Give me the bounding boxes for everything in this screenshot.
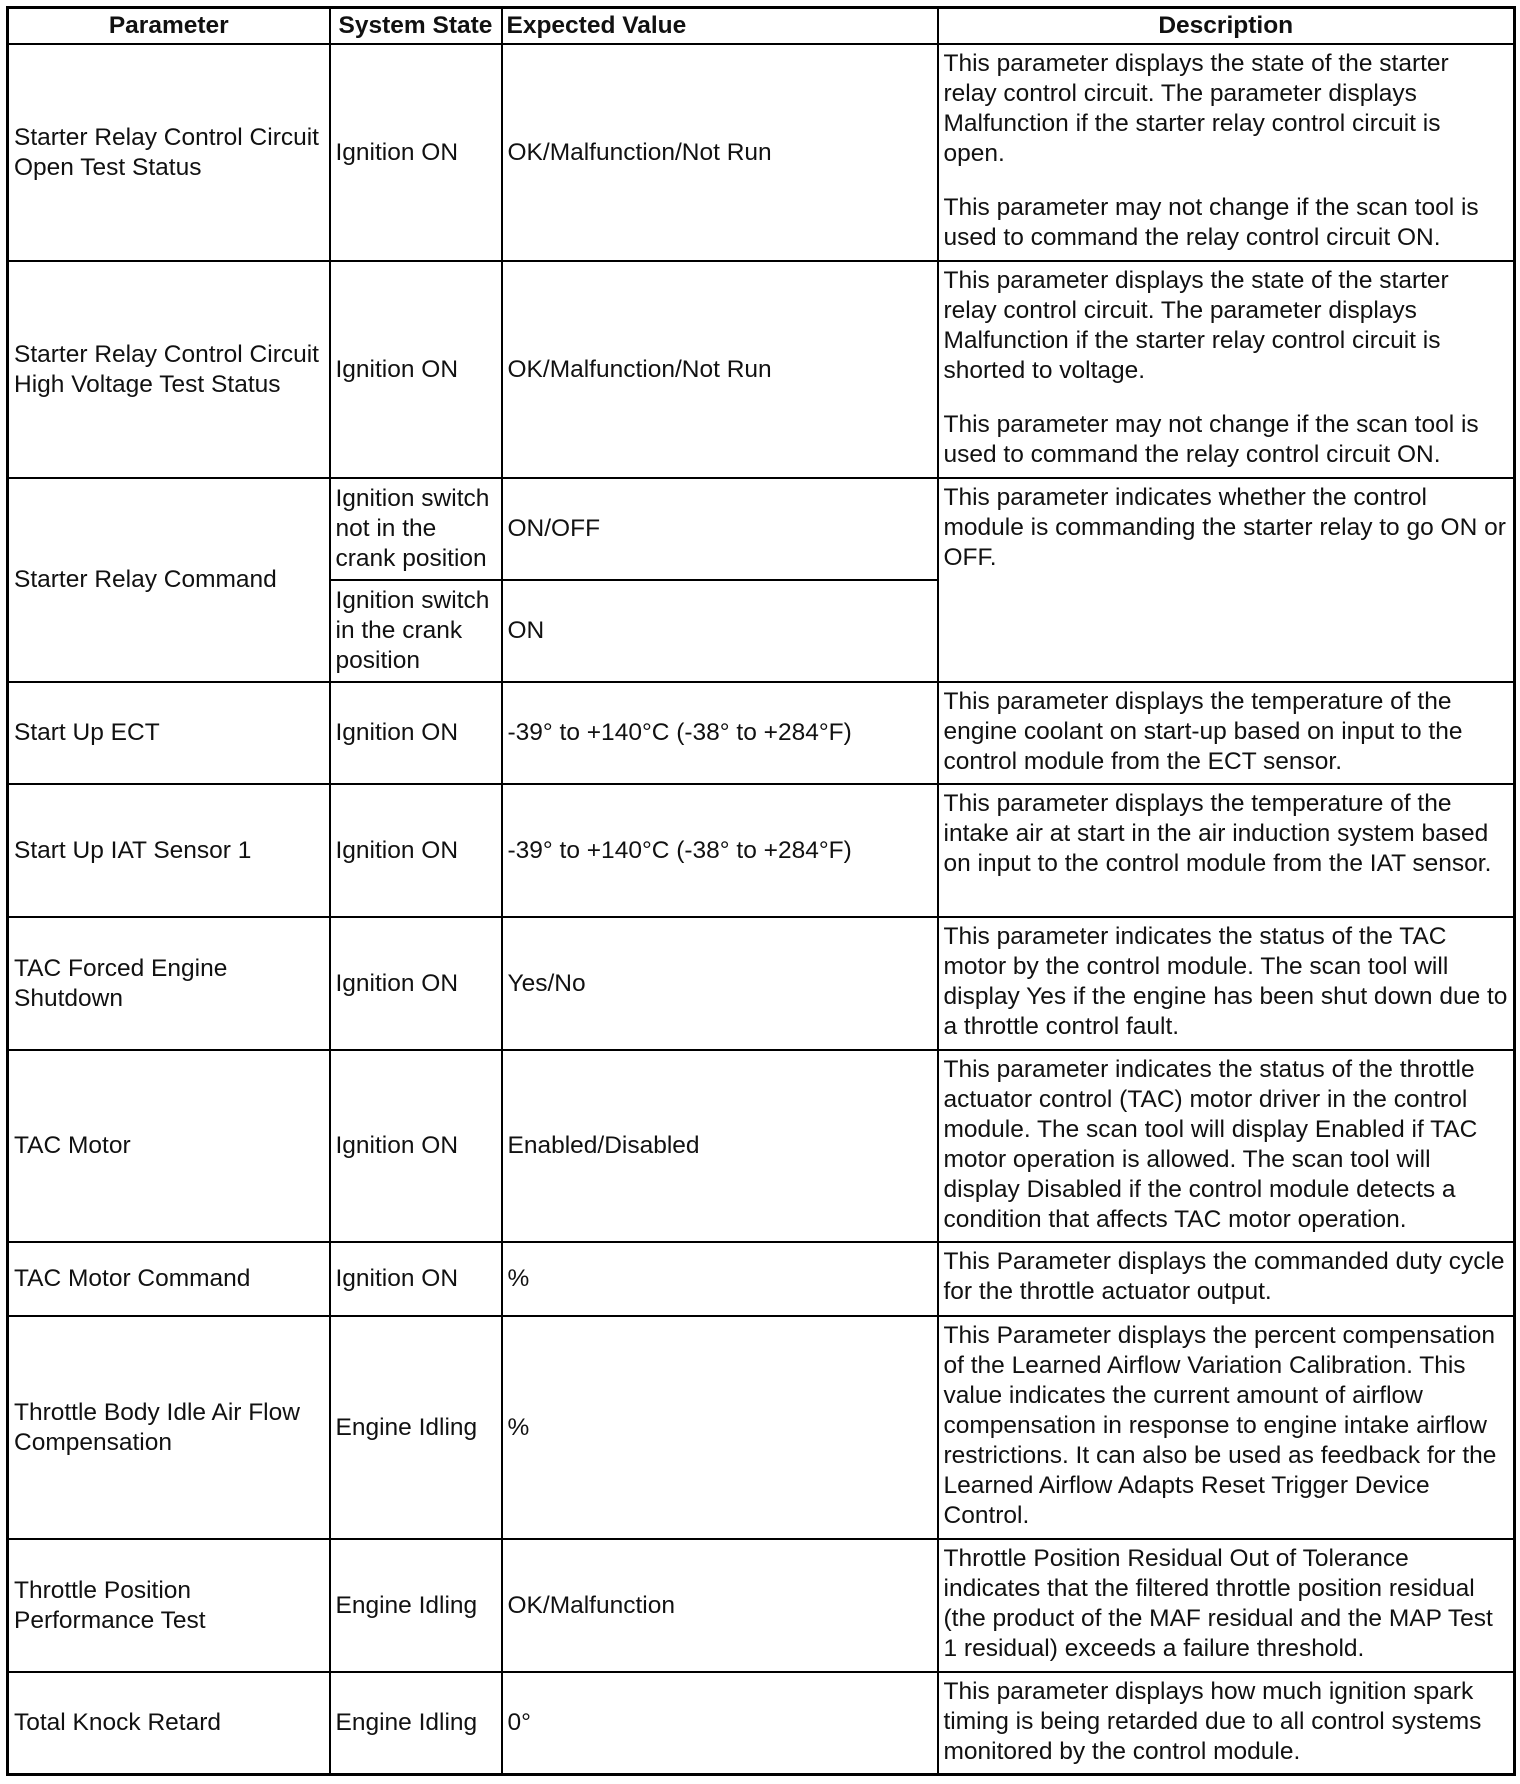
parameter-cell: TAC Motor — [8, 1050, 330, 1242]
table-row — [8, 1316, 1515, 1539]
system-state-cell: Ignition ON — [330, 1242, 502, 1316]
system-state-cell: Ignition switch not in the crank position — [330, 478, 502, 580]
table-row — [8, 478, 1515, 580]
expected-value-cell: ON — [502, 580, 938, 682]
description-cell — [938, 1672, 1515, 1774]
description-paragraph: This parameter indicates whether the control module is commanding the starter relay to go ON or OFF. — [943, 484, 1506, 571]
system-state-cell: Ignition ON — [330, 1050, 502, 1242]
table-row — [8, 784, 1515, 917]
expected-value-cell: -39° to +140°C (-38° to +284°F) — [502, 682, 938, 784]
system-state-cell: Ignition ON — [330, 44, 502, 261]
header-parameter: Parameter — [8, 8, 330, 45]
table-row — [8, 1242, 1515, 1316]
description-paragraph: Throttle Position Residual Out of Tolerance indicates that the filtered throttle position residual (the product of the MAF residual and the MAP Test 1 residual) exceeds a failure threshold. — [943, 1545, 1493, 1662]
expected-value-cell: OK/Malfunction — [502, 1539, 938, 1672]
description-cell — [938, 478, 1515, 682]
system-state-cell: Engine Idling — [330, 1316, 502, 1539]
table-row — [8, 1539, 1515, 1672]
expected-value-cell: 0° — [502, 1672, 938, 1774]
description-cell — [938, 1242, 1515, 1316]
expected-value-cell: ON/OFF — [502, 478, 938, 580]
description-cell — [938, 917, 1515, 1050]
system-state-cell: Ignition ON — [330, 261, 502, 478]
description-paragraph: This parameter displays the temperature of the engine coolant on start-up based on input to the control module from the ECT sensor. — [943, 688, 1463, 775]
description-paragraph: This Parameter displays the percent compensation of the Learned Airflow Variation Calibration. This value indicates the current amount of airflow compensation in response to engine intake airflow restrictions. It can also be used as feedback for the Learned Airflow Adapts Reset Trigger Device Control. — [943, 1322, 1497, 1529]
system-state-cell: Ignition ON — [330, 682, 502, 784]
header-row — [8, 8, 1515, 45]
parameter-cell: TAC Motor Command — [8, 1242, 330, 1316]
description-cell — [938, 44, 1515, 261]
description-cell — [938, 1316, 1515, 1539]
header-system-state: System State — [330, 8, 502, 45]
parameter-cell: Total Knock Retard — [8, 1672, 330, 1774]
description-paragraph: This parameter may not change if the scan tool is used to command the relay control circuit ON. — [943, 194, 1479, 251]
description-paragraph: This Parameter displays the commanded duty cycle for the throttle actuator output. — [943, 1248, 1505, 1305]
table-row — [8, 1050, 1515, 1242]
description-paragraph: This parameter displays the state of the starter relay control circuit. The parameter displays Malfunction if the starter relay control circuit is open. — [943, 50, 1449, 167]
expected-value-cell: % — [502, 1316, 938, 1539]
parameter-cell: Start Up IAT Sensor 1 — [8, 784, 330, 917]
description-paragraph: This parameter displays the state of the starter relay control circuit. The parameter displays Malfunction if the starter relay control circuit is shorted to voltage. — [943, 267, 1449, 384]
table-row — [8, 44, 1515, 261]
expected-value-cell: Yes/No — [502, 917, 938, 1050]
expected-value-cell: OK/Malfunction/Not Run — [502, 261, 938, 478]
parameter-cell: Start Up ECT — [8, 682, 330, 784]
expected-value-cell: OK/Malfunction/Not Run — [502, 44, 938, 261]
system-state-cell: Engine Idling — [330, 1672, 502, 1774]
description-cell — [938, 261, 1515, 478]
system-state-cell: Engine Idling — [330, 1539, 502, 1672]
parameter-cell: TAC Forced Engine Shutdown — [8, 917, 330, 1050]
description-paragraph: This parameter indicates the status of the throttle actuator control (TAC) motor driver in the control module. The scan tool will display Enabled if TAC motor operation is allowed. The scan tool will display Disabled if the control module detects a condition that affects TAC motor operation. — [943, 1056, 1478, 1233]
system-state-cell: Ignition ON — [330, 917, 502, 1050]
expected-value-cell: % — [502, 1242, 938, 1316]
description-paragraph: This parameter displays how much ignition spark timing is being retarded due to all control systems monitored by the control module. — [943, 1678, 1482, 1765]
description-paragraph: This parameter displays the temperature of the intake air at start in the air induction system based on input to the control module from the IAT sensor. — [943, 790, 1492, 877]
description-cell — [938, 682, 1515, 784]
description-cell — [938, 1050, 1515, 1242]
description-cell — [938, 1539, 1515, 1672]
table-row — [8, 261, 1515, 478]
system-state-cell: Ignition switch in the crank position — [330, 580, 502, 682]
expected-value-cell: -39° to +140°C (-38° to +284°F) — [502, 784, 938, 917]
description-paragraph: This parameter may not change if the scan tool is used to command the relay control circuit ON. — [943, 411, 1479, 468]
expected-value-cell: Enabled/Disabled — [502, 1050, 938, 1242]
system-state-cell: Ignition ON — [330, 784, 502, 917]
header-description: Description — [938, 8, 1515, 45]
parameter-cell: Starter Relay Command — [8, 478, 330, 682]
description-paragraph: This parameter indicates the status of the TAC motor by the control module. The scan tool will display Yes if the engine has been shut down due to a throttle control fault. — [943, 923, 1508, 1040]
header-expected-value: Expected Value — [502, 8, 938, 45]
parameter-cell: Starter Relay Control Circuit Open Test Status — [8, 44, 330, 261]
parameter-cell: Starter Relay Control Circuit High Voltage Test Status — [8, 261, 330, 478]
parameter-table — [6, 6, 1516, 1776]
description-cell — [938, 784, 1515, 917]
table-row — [8, 1672, 1515, 1774]
parameter-cell: Throttle Body Idle Air Flow Compensation — [8, 1316, 330, 1539]
parameter-cell: Throttle Position Performance Test — [8, 1539, 330, 1672]
table-row — [8, 917, 1515, 1050]
table-row — [8, 682, 1515, 784]
